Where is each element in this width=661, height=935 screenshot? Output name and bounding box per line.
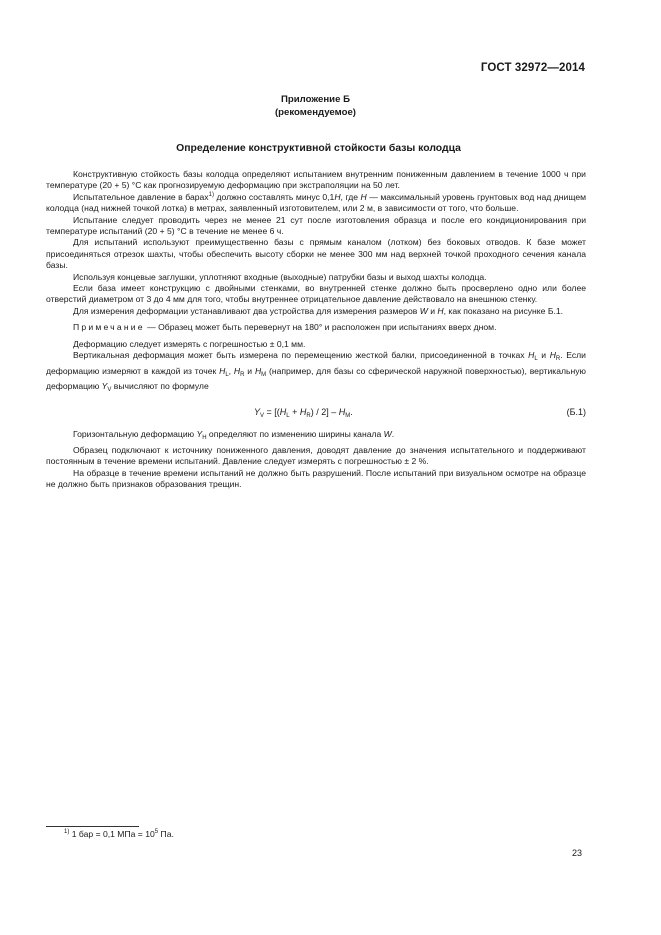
section-heading: Определение конструктивной стойкости базы колодца xyxy=(176,143,461,154)
appendix-title: Приложение Б xyxy=(281,94,350,105)
note: Примечание — Образец может быть перевернут на 180° и расположен при испытаниях вверх дном. xyxy=(73,322,497,333)
appendix-status: (рекомендуемое) xyxy=(274,107,356,118)
note-label: Примечание xyxy=(73,322,145,333)
footnote-ref: 1) xyxy=(208,191,214,198)
paragraph-7: Для измерения деформации устанавливают два устройства для измерения размеров W и H, как показано на рисунке Б.1. xyxy=(73,305,564,316)
document-code: ГОСТ 32972—2014 xyxy=(480,62,585,74)
formula-expression: $Y_V = [(H_L + H_R) / 2] - H_M$. xyxy=(254,407,353,420)
appendix-title-block xyxy=(0,93,661,119)
paragraph-8: Деформацию следует измерять с погрешностью ± 0,1 мм. xyxy=(73,338,306,349)
body-text xyxy=(46,169,586,490)
paragraph-6: Если база имеет конструкцию с двойными стенками, во внутренней стенке должно быть просверлено одно или более отверстий диаметром от 3 до 4 мм для того, чтобы внутреннее отрицательное давление действовало на внешнюю стенку. xyxy=(46,283,586,305)
paragraph-4: Для испытаний используют преимущественно базы с прямым каналом (лотком) без боковых отводов. К базе может присоединяться отрезок шахты, чтобы обеспечить высоту сборки не менее 300 мм над верхней точкой проходного сечения канала базы. xyxy=(46,237,586,271)
formula-b1 xyxy=(46,398,586,428)
paragraph-1: Конструктивную стойкость базы колодца определяют испытанием внутренним пониженным давлением в течение 1000 ч при температуре (20 + 5) °С как прогнозируемую деформацию при экстраполяции на 50 лет. xyxy=(46,169,586,191)
paragraph-11: Образец подключают к источнику пониженного давления, доводят давление до значения испытательного и поддерживают постоянным в течение времени испытаний. Давление следует измерять с погрешностью ± 2 %. xyxy=(46,444,586,467)
formula-number: (Б.1) xyxy=(566,407,586,418)
footnote-divider xyxy=(46,826,139,827)
paragraph-10: Горизонтальную деформацию $Y_H$ определяют по изменению ширины канала W. xyxy=(73,429,395,442)
paragraph-5: Используя концевые заглушки, уплотняют входные (выходные) патрубки базы и выход шахты колодца. xyxy=(73,271,487,282)
footnote: $^{1)}$ 1 бар = 0,1 МПа = $10^5$ Па. xyxy=(64,829,174,839)
paragraph-12: На образце в течение времени испытаний не должно быть разрушений. После испытаний при визуальном осмотре на образце не должно быть признаков образования трещин. xyxy=(46,467,586,489)
paragraph-2: Испытательное давление в барах$^{1)}$ должно составлять минус 0,1H, где H — максимальный уровень грунтовых вод над днищем колодца (над нижней точкой лотка) в метрах, заявленный изготовителем, или 2 м, в зависимости от того, что больше. xyxy=(46,191,587,214)
paragraph-9: Вертикальная деформация может быть измерена по перемещению жесткой балки, присоединенной в точках $H_L$ и $H_R$. Если деформацию измеряют в каждой из точек $H_L$, $H_R$ и $H_M$ (например, для базы со сферической наружной поверхностью), вертикальную деформацию $Y_V$ вычисляют по формуле xyxy=(46,350,586,393)
paragraph-3: Испытание следует проводить через не менее 21 сут после изготовления образца и после его кондиционирования при температуре испытаний (20 + 5) °С в течение не менее 6 ч. xyxy=(46,214,586,237)
page-number: 23 xyxy=(571,848,582,858)
